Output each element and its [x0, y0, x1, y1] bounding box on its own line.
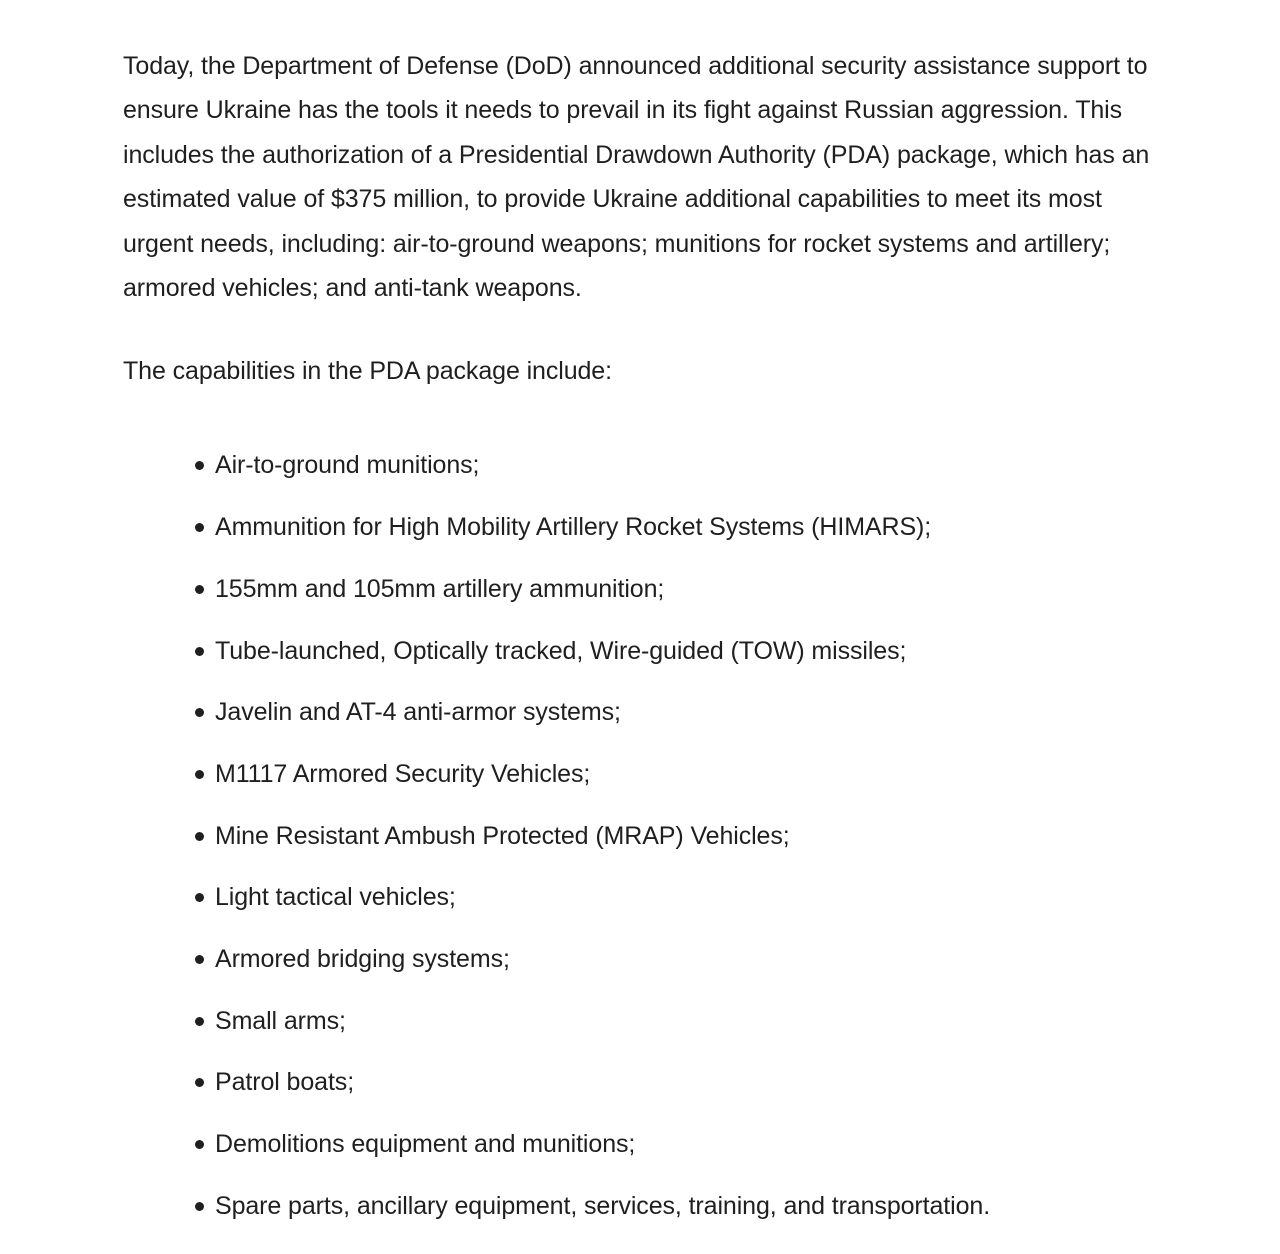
bullet-icon — [195, 1078, 204, 1087]
list-item — [193, 1060, 1163, 1104]
list-item — [193, 937, 1163, 981]
list-item — [193, 690, 1163, 734]
list-item-text: Small arms; — [215, 1006, 346, 1035]
intro-paragraph: Today, the Department of Defense (DoD) announced additional security assistance support to ensure Ukraine has the tools it needs to prevail in its fight against Russian aggression. This includes the authorization of a Presidential Drawdown Authority (PDA) package, which has an estimated value of $375 million, to provide Ukraine additional capabilities to meet its most urgent needs, including: air-to-ground weapons; munitions for rocket systems and artillery; armored vehicles; and anti-tank weapons. — [123, 52, 1150, 303]
list-item — [193, 1122, 1163, 1166]
list-item-text: Armored bridging systems; — [215, 944, 510, 973]
list-item-text: M1117 Armored Security Vehicles; — [215, 759, 591, 788]
bullet-icon — [195, 585, 204, 594]
list-item — [193, 752, 1163, 796]
bullet-icon — [195, 461, 204, 470]
list-item — [193, 629, 1163, 673]
list-item — [193, 875, 1163, 919]
list-lead-in: The capabilities in the PDA package include: — [123, 357, 612, 386]
list-item — [193, 1184, 1163, 1228]
bullet-icon — [195, 832, 204, 841]
list-item — [193, 814, 1163, 858]
capabilities-list — [193, 443, 1163, 1227]
bullet-icon — [195, 955, 204, 964]
list-item-text: Spare parts, ancillary equipment, services, training, and transportation. — [215, 1191, 991, 1220]
list-item — [193, 999, 1163, 1043]
list-item-text: Javelin and AT-4 anti-armor systems; — [215, 698, 621, 727]
bullet-icon — [195, 1140, 204, 1149]
list-item-text: Light tactical vehicles; — [215, 883, 456, 912]
list-item-text: Air-to-ground munitions; — [215, 451, 480, 480]
list-item — [193, 443, 1163, 487]
list-item — [193, 567, 1163, 611]
bullet-icon — [195, 1017, 204, 1026]
bullet-icon — [195, 523, 204, 532]
list-item — [193, 505, 1163, 549]
list-item-text: Patrol boats; — [215, 1068, 355, 1097]
list-item-text: Tube-launched, Optically tracked, Wire-guided (TOW) missiles; — [215, 636, 907, 665]
list-item-text: 155mm and 105mm artillery ammunition; — [215, 574, 665, 603]
bullet-icon — [195, 647, 204, 656]
list-item-text: Ammunition for High Mobility Artillery Rocket Systems (HIMARS); — [215, 513, 932, 542]
list-item-text: Demolitions equipment and munitions; — [215, 1130, 636, 1158]
list-item-text: Mine Resistant Ambush Protected (MRAP) Vehicles; — [215, 821, 790, 850]
bullet-icon — [195, 770, 204, 779]
bullet-icon — [195, 708, 204, 717]
bullet-icon — [195, 893, 204, 902]
article-body — [123, 44, 1163, 1245]
bullet-icon — [195, 1202, 204, 1211]
